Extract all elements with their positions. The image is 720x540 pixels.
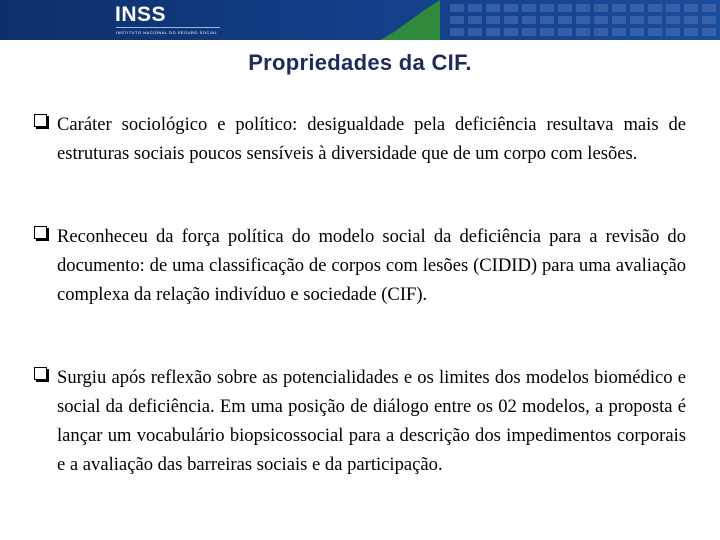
checkbox-bullet-icon [34,367,47,380]
checkbox-bullet-icon [34,226,47,239]
bullet-text: Reconheceu da força política do modelo social da deficiência para a revisão do documento: de uma classificação de corpos com lesões (CIDID) para uma avaliação complexa da relação indivíduo e sociedade (CIF). [57,226,686,305]
inss-logo: INSS [115,3,167,26]
inss-logo-subtitle: INSTITUTO NACIONAL DO SEGURO SOCIAL [116,27,220,35]
header-grid-pattern [440,0,720,40]
bullet-item [34,363,686,479]
header-green-swoosh [380,0,440,40]
bullet-text: Surgiu após reflexão sobre as potencialidades e os limites dos modelos biomédico e social da deficiência. Em uma posição de diálogo entre os 02 modelos, a proposta é lançar um vocabulário biopsicossocial para a descrição dos impedimentos corporais e a avaliação das barreiras sociais e da participação. [57,367,686,475]
bullet-text: Caráter sociológico e político: desigualdade pela deficiência resultava mais de estruturas sociais poucos sensíveis à diversidade que de um corpo com lesões. [57,114,686,164]
bullet-item [34,110,686,168]
checkbox-bullet-icon [34,114,47,127]
slide-title: Propriedades da CIF. [248,50,472,75]
header-banner [0,0,720,40]
bullet-item [34,222,686,309]
